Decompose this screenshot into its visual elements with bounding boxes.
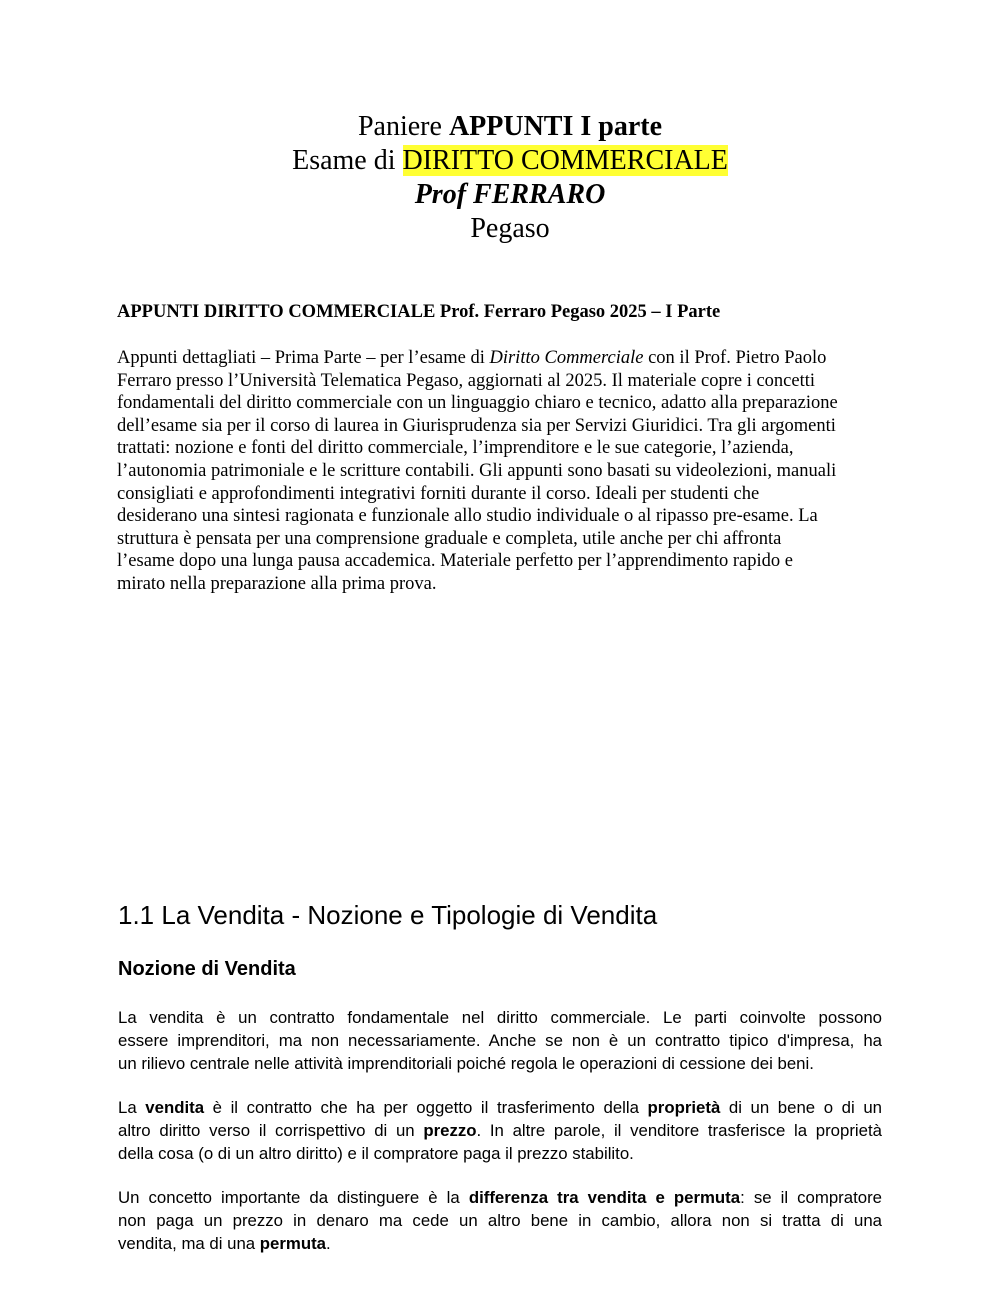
bold-term: prezzo <box>423 1121 477 1140</box>
text: vendita, ma di una <box>118 1234 260 1253</box>
section-subtitle: Nozione di Vendita <box>118 958 296 980</box>
title-bold: APPUNTI I parte <box>448 111 663 142</box>
title-line-1 <box>0 110 1000 144</box>
paragraph-line <box>118 1186 882 1209</box>
paragraph-line: della cosa (o di un altro diritto) e il compratore paga il prezzo stabilito. <box>118 1144 634 1163</box>
course-name-highlight: DIRITTO COMMERCIALE <box>402 145 728 176</box>
intro-line: l’autonomia patrimoniale e le scritture contabili. Gli appunti sono basati su videolezioni, manuali <box>117 460 837 481</box>
intro-line: mirato nella preparazione alla prima prova. <box>117 573 437 594</box>
intro-italic-course: Diritto Commerciale <box>489 348 644 368</box>
paragraph-line <box>118 1096 882 1119</box>
title-line-4 <box>0 212 1000 246</box>
professor-name: Prof FERRARO <box>414 179 606 210</box>
bold-term: vendita <box>145 1098 205 1117</box>
intro-line: l’esame dopo una lunga pausa accademica. Materiale perfetto per l’apprendimento rapido e <box>117 551 793 572</box>
paragraph-line: un rilievo centrale nelle attività imprenditoriali poiché regola le operazioni di cessione dei beni. <box>118 1054 814 1073</box>
text: è il contratto che ha per oggetto il trasferimento della <box>204 1098 648 1117</box>
university-name: Pegaso <box>470 213 550 244</box>
text: Un concetto importante da distinguere è la <box>118 1188 469 1207</box>
exam-prefix: Esame di <box>292 145 403 176</box>
paragraph-line: non paga un prezzo in denaro ma cede un altro bene in cambio, allora non si tratta di una <box>118 1211 882 1230</box>
title-line-2 <box>0 144 1000 178</box>
bold-term: proprietà <box>647 1098 721 1117</box>
intro-text: con il Prof. Pietro Paolo <box>643 348 827 368</box>
text: di un bene o di un <box>720 1098 882 1117</box>
title-line-3 <box>0 178 1000 212</box>
intro-paragraph <box>117 347 897 596</box>
paragraph-line: essere imprenditori, ma non necessariamente. Anche se non è un contratto tipico d'impresa, ha <box>118 1031 882 1050</box>
intro-heading: APPUNTI DIRITTO COMMERCIALE Prof. Ferraro Pegaso 2025 – I Parte <box>117 302 721 322</box>
intro-text: Appunti dettagliati – Prima Parte – per l’esame di <box>117 348 490 368</box>
paragraph-line: La vendita è un contratto fondamentale nel diritto commerciale. Le parti coinvolte possono <box>118 1008 882 1027</box>
text: altro diritto verso il corrispettivo di un <box>118 1121 424 1140</box>
intro-line: Ferraro presso l’Università Telematica Pegaso, aggiornati al 2025. Il materiale copre i concetti <box>117 370 816 391</box>
intro-line: consigliati e approfondimenti integrativi forniti durante il corso. Ideali per studenti che <box>117 483 760 504</box>
paragraph-2 <box>118 1096 882 1165</box>
text: La <box>118 1098 146 1117</box>
paragraph-3 <box>118 1186 882 1255</box>
bold-term: permuta <box>259 1234 327 1253</box>
bold-term: differenza tra vendita e permuta <box>468 1188 741 1207</box>
intro-line: fondamentali del diritto commerciale con un linguaggio chiaro e tecnico, adatto alla preparazione <box>117 393 838 414</box>
intro-line: dell’esame sia per il corso di laurea in Giurisprudenza sia per Servizi Giuridici. Tra gli argomenti <box>117 415 836 436</box>
intro-line: struttura è pensata per una comprensione graduale e completa, utile anche per chi affronta <box>117 528 782 549</box>
paragraph-line <box>118 1232 882 1255</box>
document-title-block <box>0 110 1000 246</box>
text: : se il compratore <box>740 1188 883 1207</box>
paragraph-line <box>118 1119 882 1142</box>
intro-line: trattati: nozione e fonti del diritto commerciale, l’imprenditore e le sue categorie, l’azienda, <box>117 438 794 459</box>
paragraph-1 <box>118 1006 882 1075</box>
section-title: 1.1 La Vendita - Nozione e Tipologie di Vendita <box>118 900 658 930</box>
text: . <box>326 1234 331 1253</box>
text: . In altre parole, il venditore trasferisce la proprietà <box>476 1121 882 1140</box>
intro-line: desiderano una sintesi ragionata e funzionale allo studio individuale o al ripasso pre-esame. La <box>117 506 818 527</box>
intro-line <box>117 347 897 370</box>
title-prefix: Paniere <box>357 111 449 142</box>
